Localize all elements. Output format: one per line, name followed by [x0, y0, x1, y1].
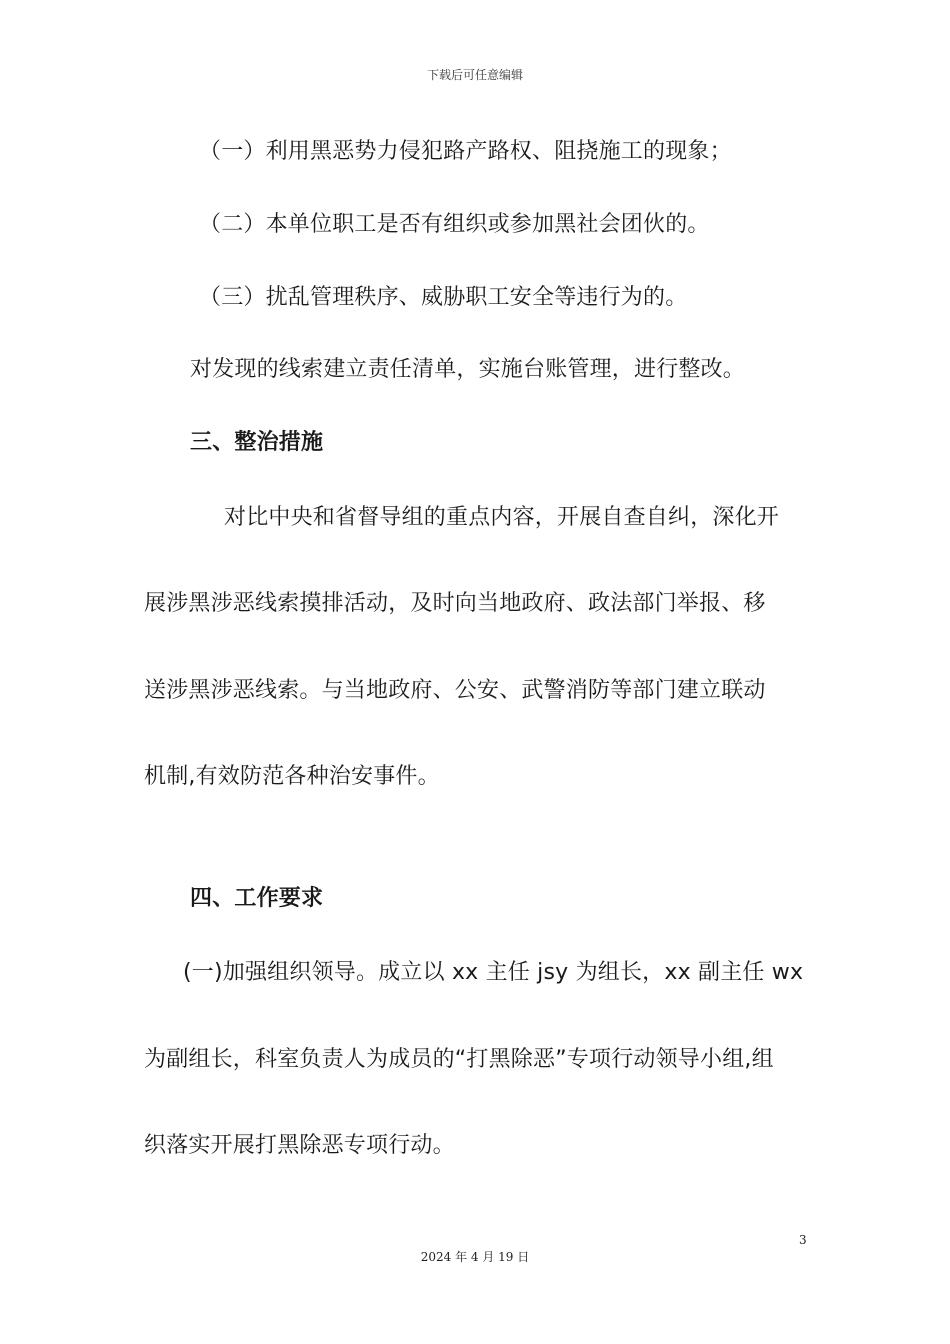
section-3-heading: 三、整治措施 [190, 430, 324, 455]
footer-date: 2024 年 4 月 19 日 [420, 1250, 530, 1264]
section-3-line-4: 机制,有效防范各种治安事件。 [144, 764, 440, 789]
section-4-line-1: (一)加强组织领导。成立以 xx 主任 jsy 为组长，xx 副主任 wx [183, 960, 804, 985]
list-item-1: （一）利用黑恶势力侵犯路产路权、阻挠施工的现象； [199, 139, 732, 164]
section-4-line-3: 织落实开展打黑除恶专项行动。 [144, 1133, 455, 1158]
section-4-heading: 四、工作要求 [190, 886, 324, 911]
list-item-3: （三）扰乱管理秩序、威胁职工安全等违行为的。 [199, 285, 688, 310]
page-number: 3 [799, 1233, 807, 1247]
section-3-line-2: 展涉黑涉恶线索摸排活动，及时向当地政府、政法部门举报、移 [144, 591, 766, 616]
list-item-2: （二）本单位职工是否有组织或参加黑社会团伙的。 [199, 212, 710, 237]
section-4-line-2: 为副组长，科室负责人为成员的“打黑除恶”专项行动领导小组,组 [144, 1047, 774, 1072]
header-note: 下载后可任意编辑 [426, 68, 523, 82]
summary-paragraph: 对发现的线索建立责任清单，实施台账管理，进行整改。 [190, 357, 746, 382]
section-3-line-1: 对比中央和省督导组的重点内容，开展自查自纠，深化开 [224, 505, 780, 530]
section-3-line-3: 送涉黑涉恶线索。与当地政府、公安、武警消防等部门建立联动 [144, 678, 766, 703]
